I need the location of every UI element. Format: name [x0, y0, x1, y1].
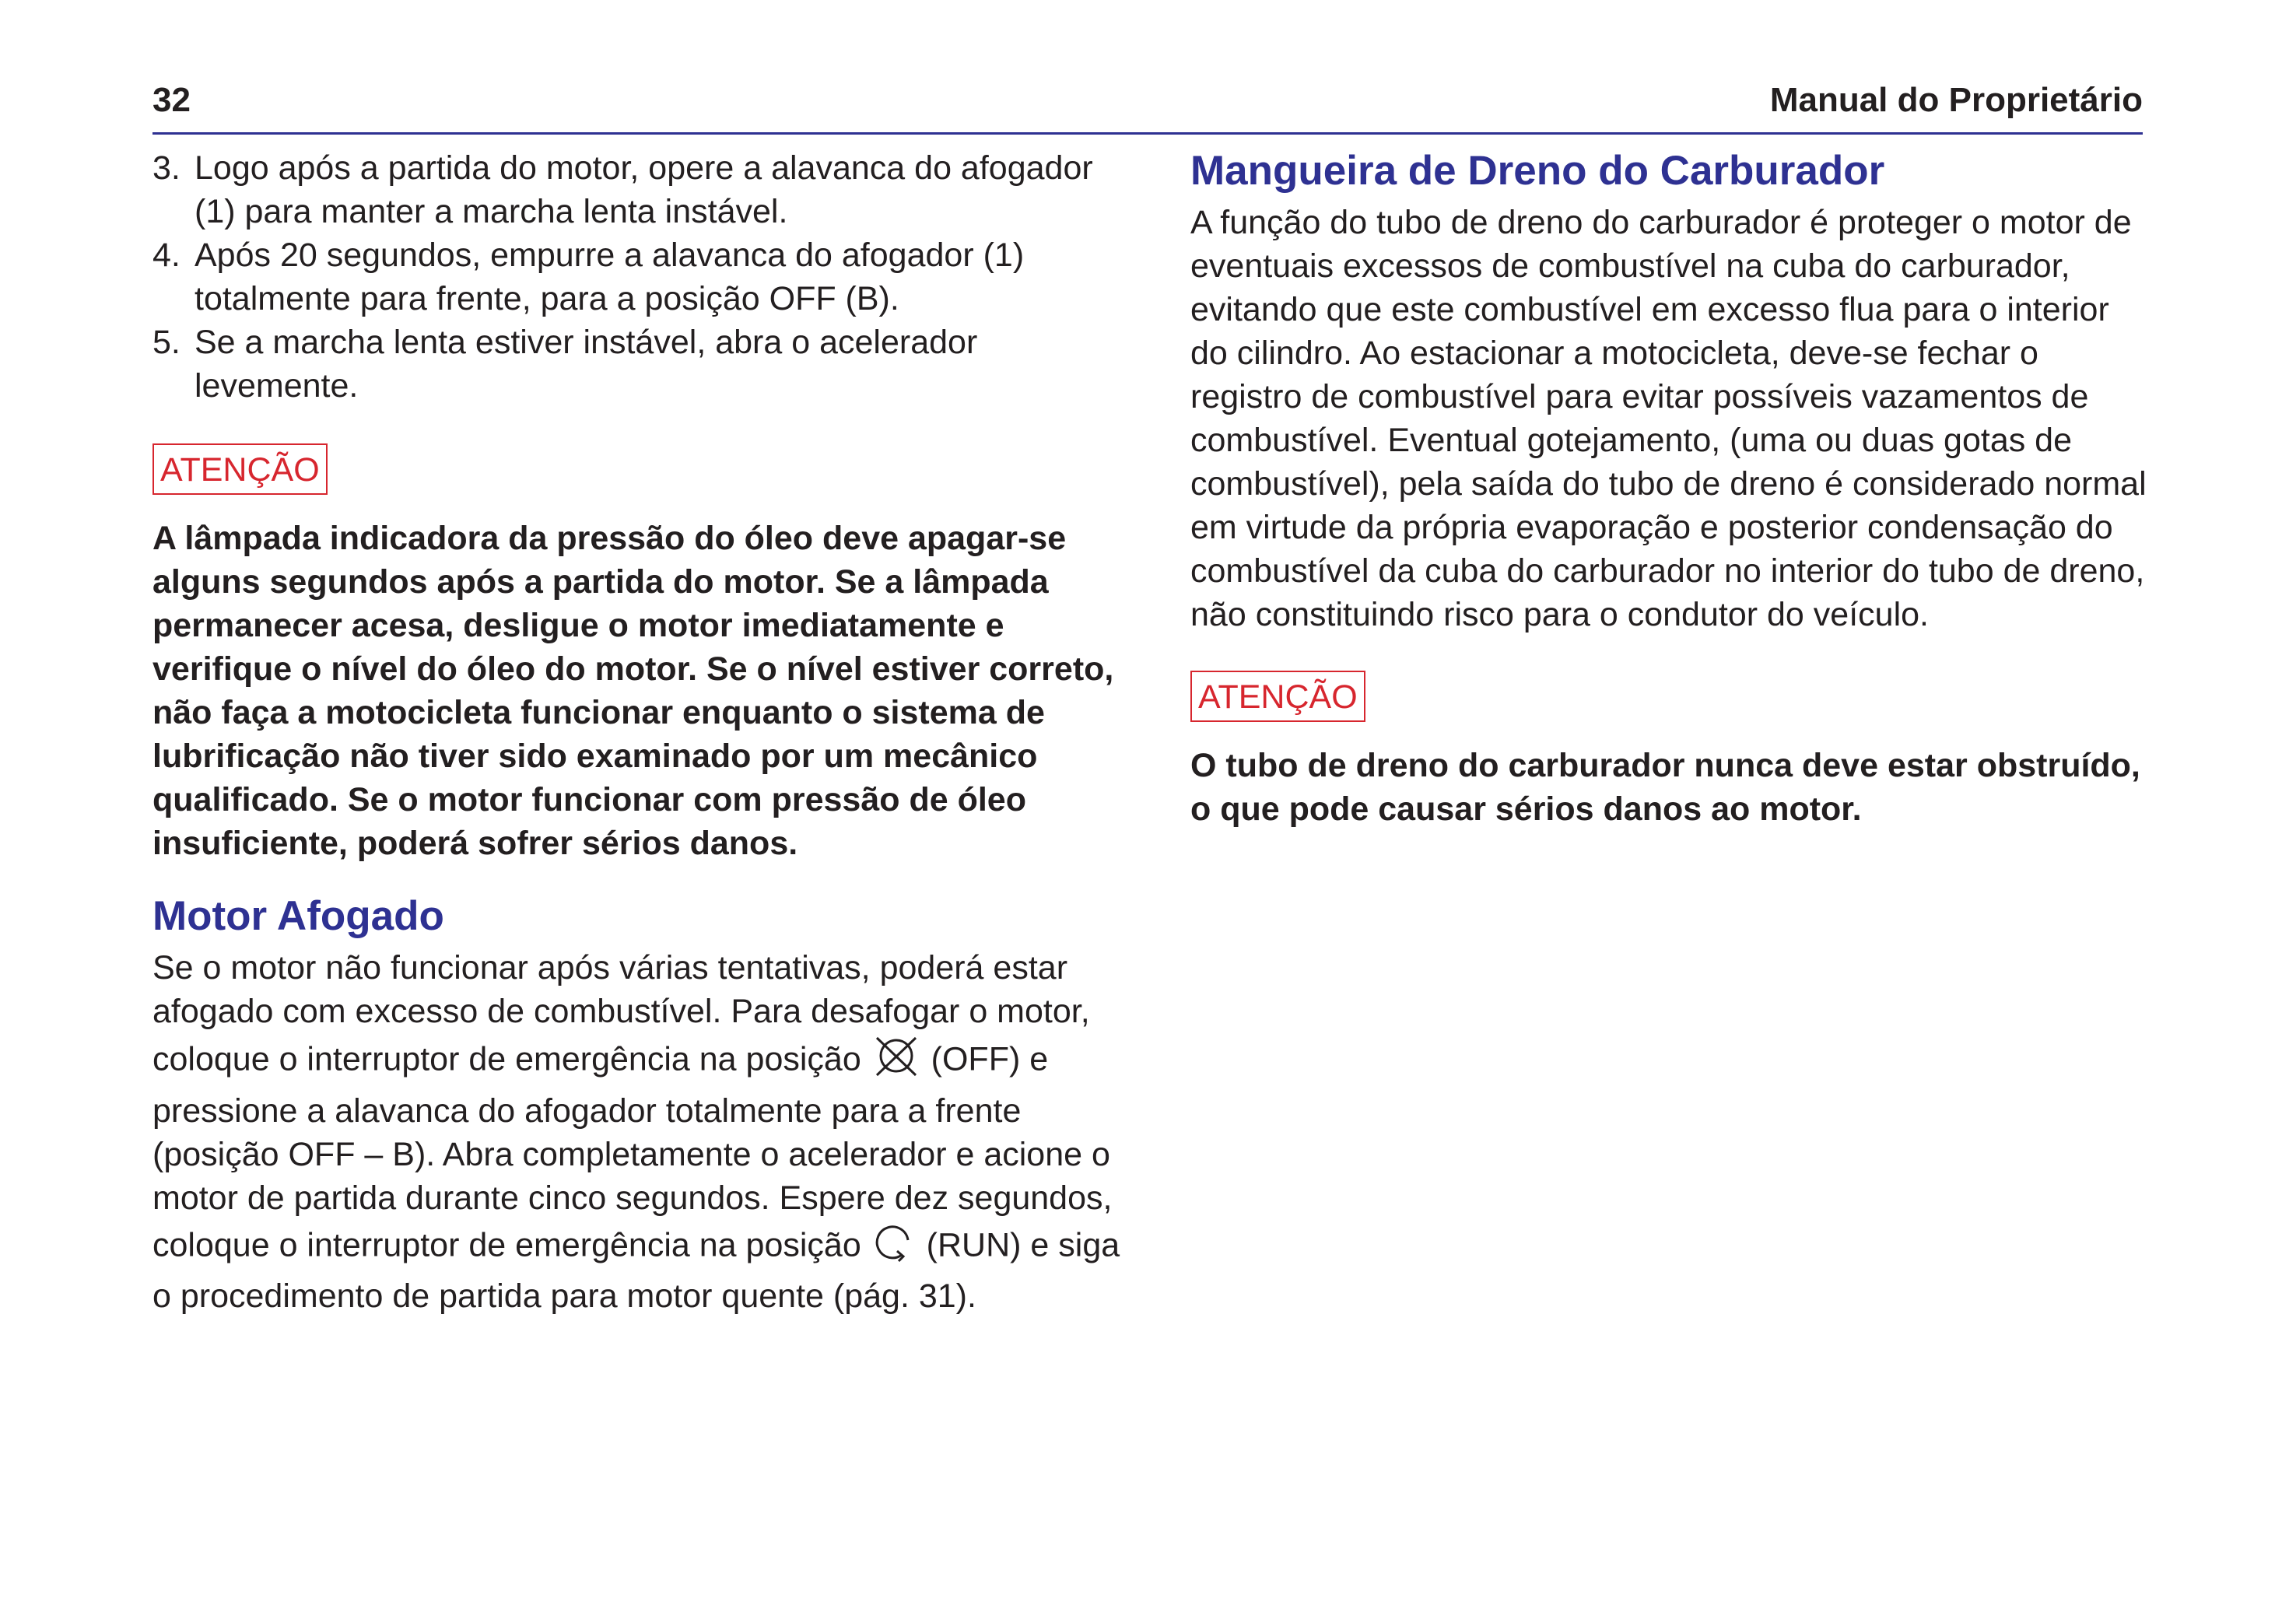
right-column [1190, 146, 2147, 831]
manual-title: Manual do Proprietário [1769, 81, 2143, 119]
page-number: 32 [152, 81, 191, 119]
steps-list [152, 146, 1125, 408]
list-item [152, 146, 1125, 233]
attention-label: ATENÇÃO [152, 443, 328, 495]
step-number: 4. [152, 237, 181, 274]
motor-afogado-text-part-3: (RUN) e siga o procedimento de partida para motor quente (pág. 31). [152, 1226, 1120, 1315]
section-title-motor-afogado: Motor Afogado [152, 893, 444, 939]
attention-label: ATENÇÃO [1190, 671, 1365, 722]
step-number: 3. [152, 149, 181, 187]
step-text: Após 20 segundos, empurre a alavanca do afogador (1) totalmente para frente, para a posição OFF (B). [195, 237, 1025, 317]
drain-tube-warning: O tubo de dreno do carburador nunca deve estar obstruído, o que pode causar sérios danos ao motor. [1190, 747, 2140, 828]
step-text: Se a marcha lenta estiver instável, abra o acelerador levemente. [195, 324, 978, 405]
motor-afogado-text-part-1: Se o motor não funcionar após várias tentativas, poderá estar afogado com excesso de combustível. Para desafogar o motor, coloque o interruptor de emergência na posição [152, 949, 1090, 1078]
step-text: Logo após a partida do motor, opere a alavanca do afogador (1) para manter a marcha lenta instável. [195, 149, 1093, 230]
section-title-mangueira-dreno: Mangueira de Dreno do Carburador [1190, 148, 1885, 194]
motor-afogado-text-part-2: (OFF) e pressione a alavanca do afogador totalmente para a frente (posição OFF – B). Abra completamente o acelerador e acione o motor de partida durante cinco segundos. Espere dez segundos, coloque o interruptor de emergência na posição [152, 1040, 1113, 1264]
mangueira-dreno-text: A função do tubo de dreno do carburador é proteger o motor de eventuais excessos de combustível na cuba do carburador, evitando que este combustível em excesso flua para o interior do cilindro. Ao estacionar a motocicleta, deve-se fechar o registro de combustível para evitar possíveis vazamentos de combustível. Eventual gotejamento, (uma ou duas gotas de combustível), pela saída do tubo de dreno é considerado normal em virtude da própria evaporação e posterior condensação do combustível da cuba do carburador no interior do tubo de dreno, não constituindo risco para o condutor do veículo. [1190, 204, 2147, 633]
left-column [152, 146, 1125, 1318]
engine-stop-off-icon [871, 1033, 922, 1089]
page-header [152, 81, 2143, 135]
list-item [152, 321, 1125, 408]
motor-afogado-text [152, 946, 1125, 1318]
list-item [152, 233, 1125, 321]
oil-pressure-warning: A lâmpada indicadora da pressão do óleo deve apagar-se alguns segundos após a partida do motor. Se a lâmpada permanecer acesa, desligue o motor imediatamente e verifique o nível do óleo do motor. Se o nível estiver correto, não faça a motocicleta funcionar enquanto o sistema de lubrificação não tiver sido examinado por um mecânico qualificado. Se o motor funcionar com pressão de óleo insuficiente, poderá sofrer sérios danos. [152, 520, 1114, 862]
engine-run-icon [871, 1220, 917, 1274]
step-number: 5. [152, 324, 181, 361]
